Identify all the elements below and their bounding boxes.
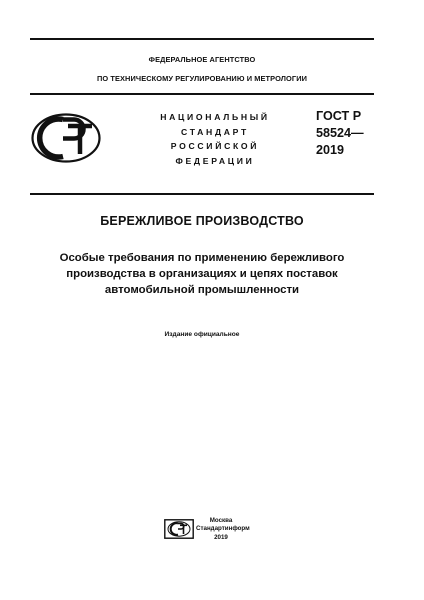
agency-line-1: ФЕДЕРАЛЬНОЕ АГЕНТСТВО bbox=[148, 55, 256, 64]
national-line: СТАНДАРТ bbox=[181, 126, 249, 137]
middle-rule bbox=[30, 93, 374, 95]
subtitle-line: Особые требования по применению бережливого bbox=[59, 252, 345, 264]
edition-note: Издание официальное bbox=[164, 331, 240, 338]
bottom-rule bbox=[30, 193, 374, 195]
standartinform-logo-icon bbox=[164, 519, 194, 539]
designation-line: ГОСТ Р bbox=[316, 109, 362, 123]
publisher-imprint bbox=[196, 517, 250, 542]
agency-line-2: ПО ТЕХНИЧЕСКОМУ РЕГУЛИРОВАНИЮ И МЕТРОЛОГИИ bbox=[96, 74, 308, 83]
gost-r-emblem-icon bbox=[30, 112, 102, 164]
national-line: ФЕДЕРАЦИИ bbox=[175, 155, 255, 166]
standard-designation bbox=[316, 108, 364, 159]
national-line: НАЦИОНАЛЬНЫЙ bbox=[160, 112, 270, 122]
national-standard-label bbox=[150, 110, 280, 168]
top-rule bbox=[30, 38, 374, 40]
document-title: БЕРЕЖЛИВОЕ ПРОИЗВОДСТВО bbox=[100, 214, 304, 228]
designation-line: 58524— bbox=[316, 126, 364, 140]
publisher-city: Москва bbox=[209, 517, 233, 524]
national-line: РОССИЙСКОЙ bbox=[170, 141, 260, 151]
publisher-year: 2019 bbox=[214, 533, 228, 541]
subtitle-line: производства в организациях и цепях поставок bbox=[66, 268, 338, 280]
document-subtitle bbox=[40, 250, 364, 298]
subtitle-line: автомобильной промышленности bbox=[104, 284, 300, 296]
designation-line: 2019 bbox=[316, 143, 345, 157]
publisher-name: Стандартинформ bbox=[196, 525, 250, 533]
